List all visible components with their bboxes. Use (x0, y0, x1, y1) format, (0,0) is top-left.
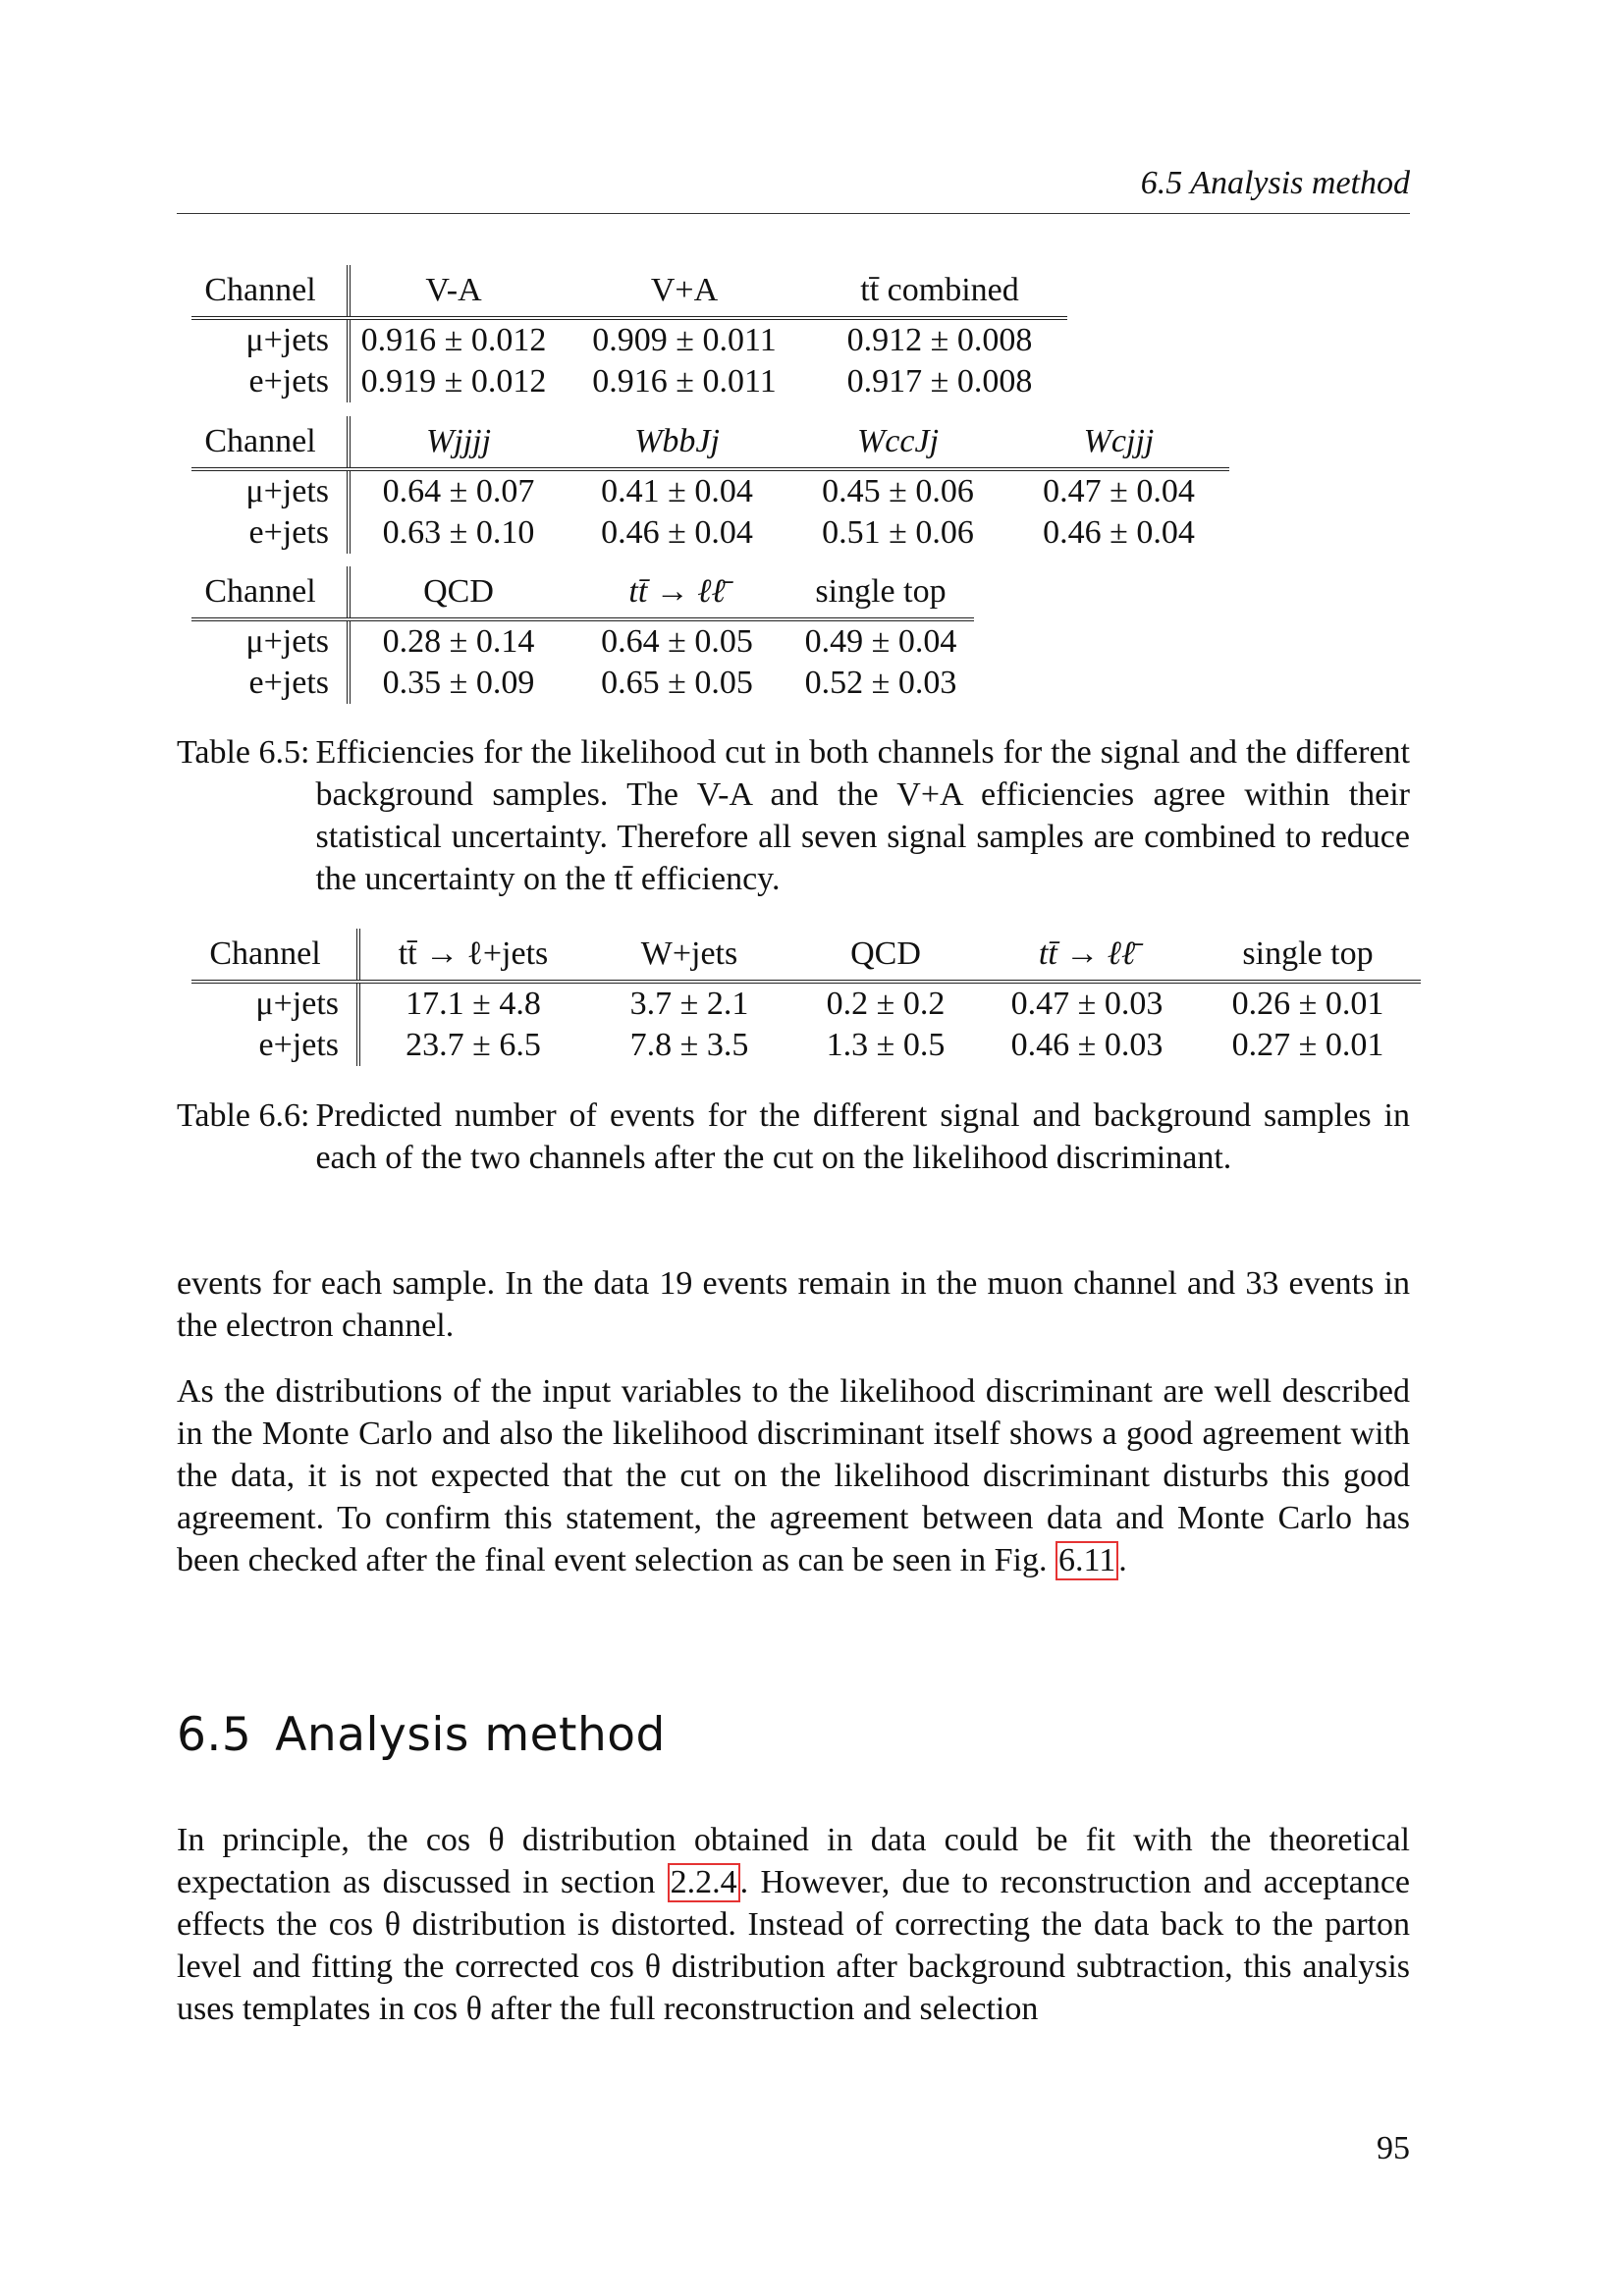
table-cell: 0.47 ± 0.04 (1043, 473, 1195, 509)
row-label: μ+jets (245, 623, 329, 660)
table-row (191, 512, 1229, 554)
table-header-row (191, 265, 1067, 318)
table-header-row (191, 566, 974, 619)
paragraph-2 (177, 1370, 1410, 1581)
header-cell: Wjjjj (349, 416, 567, 469)
running-header: 6.5 Analysis method (1140, 165, 1410, 201)
table-cell: 0.47 ± 0.03 (1010, 986, 1164, 1022)
section-heading (177, 1708, 666, 1762)
row-label: e+jets (248, 514, 329, 551)
table-cell: 0.63 ± 0.10 (349, 512, 567, 554)
table-cell: 0.49 ± 0.04 (804, 623, 957, 660)
table-6-5-block-2 (191, 416, 1229, 554)
table-header-row (191, 929, 1421, 982)
section-reference-link[interactable]: 2.2.4 (668, 1863, 740, 1902)
table-row (191, 619, 974, 663)
row-label: e+jets (258, 1027, 339, 1063)
table-cell: 0.26 ± 0.01 (1231, 986, 1384, 1022)
table-cell: 3.7 ± 2.1 (629, 986, 749, 1022)
table-6-5-block-3 (191, 566, 974, 704)
figure-reference-link[interactable]: 6.11 (1056, 1541, 1118, 1580)
table-cell: 0.64 ± 0.05 (601, 623, 753, 660)
header-cell: V+A (557, 265, 812, 318)
section-number: 6.5 (177, 1708, 252, 1762)
table-cell: 0.28 ± 0.14 (349, 619, 567, 663)
table-cell: 0.41 ± 0.04 (601, 473, 753, 509)
page-number: 95 (1377, 2130, 1410, 2166)
header-cell: tt̄ → ℓℓ̄ (979, 929, 1195, 982)
table-cell: 1.3 ± 0.5 (826, 1027, 946, 1063)
header-cell: QCD (349, 566, 567, 619)
header-cell: Channel (191, 566, 349, 619)
caption-label: Table 6.5: (177, 734, 310, 771)
table-cell: 23.7 ± 6.5 (358, 1025, 586, 1066)
header-cell: tt̄ → ℓℓ̄ (567, 566, 787, 619)
header-cell: QCD (792, 929, 979, 982)
header-cell: tt̄ → ℓ+jets (358, 929, 586, 982)
table-cell: 0.917 ± 0.008 (846, 363, 1033, 400)
table-cell: 0.51 ± 0.06 (822, 514, 974, 551)
paragraph-3 (177, 1819, 1410, 2030)
header-cell: single top (787, 566, 974, 619)
header-cell: WccJj (787, 416, 1008, 469)
row-label: μ+jets (245, 322, 329, 358)
table-header-row (191, 416, 1229, 469)
table-row (191, 318, 1067, 361)
table-cell: 0.909 ± 0.011 (592, 322, 777, 358)
caption-text: Predicted number of events for the different signal and background samples in each of the two channels after the cut on the likelihood discriminant. (315, 1097, 1410, 1176)
row-label: μ+jets (245, 473, 329, 509)
table-cell: 0.46 ± 0.04 (1043, 514, 1195, 551)
table-cell: 0.52 ± 0.03 (804, 665, 957, 701)
section-title: Analysis method (275, 1708, 666, 1762)
table-cell: 17.1 ± 4.8 (358, 982, 586, 1025)
header-cell: Channel (191, 416, 349, 469)
paragraph-1: events for each sample. In the data 19 events remain in the muon channel and 33 events in the electron channel. (177, 1265, 1410, 1344)
table-row (191, 982, 1421, 1025)
paragraph-3-text: In principle, the cos θ distribution obtained in data could be fit with the theoretical expectation as discussed in section (177, 1822, 1410, 1900)
table-6-6 (191, 929, 1421, 1066)
caption-label: Table 6.6: (177, 1097, 310, 1134)
header-cell: Channel (191, 929, 358, 982)
table-cell: 0.35 ± 0.09 (349, 663, 567, 704)
table-cell: 0.64 ± 0.07 (349, 469, 567, 512)
header-cell: W+jets (586, 929, 792, 982)
row-label: e+jets (248, 665, 329, 701)
table-cell: 0.27 ± 0.01 (1231, 1027, 1384, 1063)
table-row (191, 663, 974, 704)
table-cell: 0.65 ± 0.05 (601, 665, 753, 701)
table-cell: 0.46 ± 0.03 (1010, 1027, 1164, 1063)
paragraph-3-continued: . However, due to reconstruction and acceptance effects the cos θ distribution is distorted. Instead of correcting the data back to the parton level and fitting the corrected cos θ distribution after background subtraction, this analysis uses templates in cos θ after the full reconstruction and selection (177, 1864, 1410, 2027)
table-6-5-block-1 (191, 265, 1067, 402)
table-cell: 0.919 ± 0.012 (349, 361, 557, 402)
table-cell: 0.2 ± 0.2 (826, 986, 946, 1022)
paragraph-2-end: . (1118, 1542, 1127, 1578)
header-cell: V-A (349, 265, 557, 318)
table-cell: 0.46 ± 0.04 (601, 514, 753, 551)
table-row (191, 1025, 1421, 1066)
header-cell: single top (1195, 929, 1421, 982)
header-cell: Channel (191, 265, 349, 318)
header-cell: Wcjjj (1008, 416, 1229, 469)
header-rule (177, 213, 1410, 214)
paragraph-2-text: As the distributions of the input variables to the likelihood discriminant are well described in the Monte Carlo and also the likelihood discriminant itself shows a good agreement with the data, it is not expected that the cut on the likelihood discriminant disturbs this good agreement. To confirm this statement, the agreement between data and Monte Carlo has been checked after the final event selection as can be seen in Fig. (177, 1373, 1410, 1578)
table-row (191, 361, 1067, 402)
row-label: e+jets (248, 363, 329, 400)
table-cell: 0.916 ± 0.011 (592, 363, 777, 400)
caption-text: Efficiencies for the likelihood cut in both channels for the signal and the different background samples. The V-A and the V+A efficiencies agree within their statistical uncertainty. Therefore all seven signal samples are combined to reduce the uncertainty on the tt̄ efficiency. (315, 734, 1410, 897)
header-cell: tt̄ combined (812, 265, 1067, 318)
table-cell: 0.45 ± 0.06 (822, 473, 974, 509)
row-label: μ+jets (255, 986, 339, 1022)
table-6-6-caption (177, 1095, 1410, 1179)
table-cell: 0.916 ± 0.012 (349, 318, 557, 361)
table-row (191, 469, 1229, 512)
table-cell: 7.8 ± 3.5 (629, 1027, 749, 1063)
table-6-5-caption (177, 731, 1410, 900)
header-cell: WbbJj (567, 416, 787, 469)
table-cell: 0.912 ± 0.008 (846, 322, 1033, 358)
